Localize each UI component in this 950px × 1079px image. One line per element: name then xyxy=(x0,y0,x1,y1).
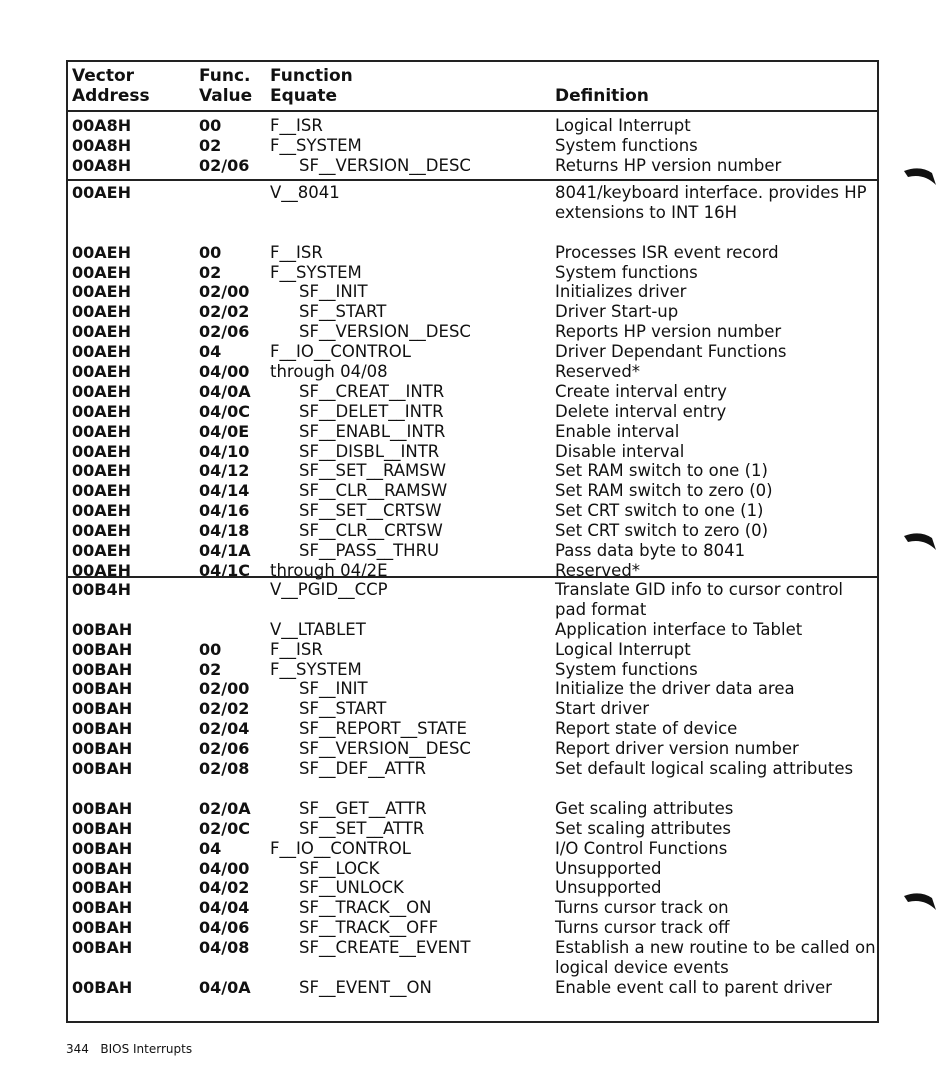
vector-address-cell: 00B4H xyxy=(72,580,131,599)
vector-address-cell: 00AEH xyxy=(72,481,131,501)
function-equate-cell: SF__SET__CRTSW xyxy=(299,501,442,521)
vector-address-cell: 00AEH xyxy=(72,362,131,382)
function-equate-cell: SF__VERSION__DESC xyxy=(299,739,471,759)
page-number: 344 xyxy=(66,1042,89,1056)
function-equate-cell: V__PGID__CCP xyxy=(270,580,388,599)
function-equate-cell: SF__VERSION__DESC xyxy=(299,155,471,175)
function-equate-cell: F__ISR xyxy=(270,639,323,659)
table-row xyxy=(68,938,877,978)
table-row xyxy=(68,342,877,362)
func-value-cell: 02 xyxy=(199,262,222,282)
func-value-cell: 04/16 xyxy=(199,501,250,521)
definition-cell: Processes ISR event record xyxy=(555,242,779,262)
vector-address-cell: 00BAH xyxy=(72,878,133,898)
vector-address-cell: 00BAH xyxy=(72,898,133,918)
function-equate-cell: F__ISR xyxy=(270,242,323,262)
func-value-cell: 04/08 xyxy=(199,938,250,958)
table-row xyxy=(68,116,877,136)
table-row xyxy=(68,461,877,481)
function-equate-cell: SF__DELET__INTR xyxy=(299,401,444,421)
definition-cell: Turns cursor track on xyxy=(555,898,729,918)
vector-address-cell: 00AEH xyxy=(72,183,131,202)
function-equate-cell: SF__UNLOCK xyxy=(299,878,404,898)
definition-cell: Logical Interrupt xyxy=(555,116,691,135)
vector-address-cell: 00BAH xyxy=(72,818,133,838)
vector-address-cell: 00AEH xyxy=(72,560,131,580)
table-row xyxy=(68,183,877,243)
func-value-cell: 04/12 xyxy=(199,461,250,481)
function-equate-cell: F__IO__CONTROL xyxy=(270,342,411,362)
func-value-cell: 04/0C xyxy=(199,401,250,421)
definition-cell: Application interface to Tablet xyxy=(555,619,803,639)
vector-address-cell: 00BAH xyxy=(72,699,133,719)
func-value-cell: 04 xyxy=(199,342,222,362)
table-row xyxy=(68,878,877,898)
table-row xyxy=(68,859,877,879)
vector-address-cell: 00BAH xyxy=(72,858,133,878)
table-row xyxy=(68,660,877,680)
func-value-cell: 02/08 xyxy=(199,759,250,779)
function-equate-cell: SF__START xyxy=(299,302,387,322)
vector-address-cell: 00AEH xyxy=(72,282,131,302)
func-value-cell: 02/06 xyxy=(199,322,250,342)
table-row xyxy=(68,978,877,1018)
header-vector-address: Vector Address xyxy=(72,66,150,106)
definition-cell: Set RAM switch to zero (0) xyxy=(555,481,773,501)
table-row xyxy=(68,541,877,561)
definition-cell: System functions xyxy=(555,135,698,155)
function-equate-cell: SF__CLR__CRTSW xyxy=(299,521,443,541)
func-value-cell: 00 xyxy=(199,116,222,135)
table-row xyxy=(68,699,877,719)
function-equate-cell: through 04/2E xyxy=(270,560,388,580)
vector-address-cell: 00BAH xyxy=(72,679,133,699)
page-section-title: BIOS Interrupts xyxy=(100,1042,193,1056)
definition-cell: Reports HP version number xyxy=(555,322,782,342)
func-value-cell: 04/00 xyxy=(199,858,250,878)
definition-cell: Initializes driver xyxy=(555,282,687,302)
table-row xyxy=(68,839,877,859)
definition-cell: Initialize the driver data area xyxy=(555,679,795,699)
table-row xyxy=(68,382,877,402)
vector-address-cell: 00AEH xyxy=(72,242,131,262)
vector-address-cell: 00BAH xyxy=(72,759,133,779)
table-row xyxy=(68,362,877,382)
table-row xyxy=(68,136,877,156)
func-value-cell: 02/00 xyxy=(199,679,250,699)
definition-cell: Set default logical scaling attributes xyxy=(555,759,854,779)
table-row xyxy=(68,759,877,799)
table-row xyxy=(68,282,877,302)
binding-mark-icon xyxy=(902,880,942,920)
func-value-cell: 02/04 xyxy=(199,719,250,739)
table-row xyxy=(68,918,877,938)
definition-cell: Set scaling attributes xyxy=(555,818,732,838)
header-definition: Definition xyxy=(555,86,649,106)
table-section xyxy=(68,576,877,1018)
table-row xyxy=(68,263,877,283)
func-value-cell: 04/0A xyxy=(199,381,251,401)
definition-cell: Set CRT switch to one (1) xyxy=(555,501,764,521)
definition-cell: Unsupported xyxy=(555,878,662,898)
definition-cell: Turns cursor track off xyxy=(555,918,730,938)
table-row xyxy=(68,156,877,176)
func-value-cell: 04/02 xyxy=(199,878,250,898)
function-equate-cell: SF__DISBL__INTR xyxy=(299,441,440,461)
header-function-equate: Function Equate xyxy=(270,66,353,106)
vector-address-cell: 00A8H xyxy=(72,116,132,135)
vector-address-cell: 00BAH xyxy=(72,977,133,997)
func-value-cell: 04/1C xyxy=(199,560,250,580)
function-equate-cell: SF__SET__ATTR xyxy=(299,818,425,838)
table-row xyxy=(68,422,877,442)
definition-cell: I/O Control Functions xyxy=(555,838,728,858)
vector-address-cell: 00BAH xyxy=(72,838,133,858)
vector-address-cell: 00AEH xyxy=(72,262,131,282)
func-value-cell: 04/10 xyxy=(199,441,250,461)
function-equate-cell: SF__LOCK xyxy=(299,858,380,878)
definition-cell: Enable event call to parent driver xyxy=(555,977,832,997)
func-value-cell: 02 xyxy=(199,135,222,155)
function-equate-cell: F__SYSTEM xyxy=(270,659,362,679)
func-value-cell: 00 xyxy=(199,242,222,262)
func-value-cell: 04/00 xyxy=(199,362,250,382)
func-value-cell: 02/02 xyxy=(199,699,250,719)
definition-cell: Translate GID info to cursor control pad format xyxy=(555,580,843,619)
table-row xyxy=(68,442,877,462)
definition-cell: Establish a new routine to be called on logical device events xyxy=(555,938,876,977)
func-value-cell: 04/0E xyxy=(199,421,250,441)
definition-cell: Reserved* xyxy=(555,362,641,382)
vector-address-cell: 00BAH xyxy=(72,918,133,938)
definition-cell: Get scaling attributes xyxy=(555,798,734,818)
vector-address-cell: 00AEH xyxy=(72,461,131,481)
function-equate-cell: SF__CLR__RAMSW xyxy=(299,481,448,501)
binding-mark-icon xyxy=(902,520,942,560)
func-value-cell: 00 xyxy=(199,639,222,659)
vector-address-cell: 00BAH xyxy=(72,719,133,739)
func-value-cell: 04/18 xyxy=(199,521,250,541)
vector-address-cell: 00A8H xyxy=(72,155,132,175)
table-row xyxy=(68,402,877,422)
func-value-cell: 02 xyxy=(199,659,222,679)
definition-cell: Returns HP version number xyxy=(555,155,782,175)
func-value-cell: 02/0C xyxy=(199,818,250,838)
vector-address-cell: 00BAH xyxy=(72,739,133,759)
function-equate-cell: SF__VERSION__DESC xyxy=(299,322,471,342)
func-value-cell: 04/1A xyxy=(199,541,251,561)
function-equate-cell: SF__GET__ATTR xyxy=(299,798,427,818)
vector-address-cell: 00BAH xyxy=(72,659,133,679)
table-header xyxy=(68,62,877,112)
table-row xyxy=(68,799,877,819)
function-equate-cell: V__8041 xyxy=(270,183,340,202)
function-equate-cell: F__IO__CONTROL xyxy=(270,838,411,858)
function-equate-cell: SF__CREATE__EVENT xyxy=(299,938,471,958)
table-row xyxy=(68,679,877,699)
table-row xyxy=(68,898,877,918)
vector-address-cell: 00AEH xyxy=(72,421,131,441)
definition-cell: Driver Dependant Functions xyxy=(555,342,787,362)
definition-cell: Report driver version number xyxy=(555,739,799,759)
definition-cell: System functions xyxy=(555,262,698,282)
vector-address-cell: 00AEH xyxy=(72,501,131,521)
function-equate-cell: SF__PASS__THRU xyxy=(299,541,440,561)
function-equate-cell: SF__INIT xyxy=(299,679,368,699)
definition-cell: Reserved* xyxy=(555,560,641,580)
table-row xyxy=(68,620,877,640)
vector-address-cell: 00BAH xyxy=(72,798,133,818)
definition-cell: Set RAM switch to one (1) xyxy=(555,461,768,481)
interrupt-table xyxy=(66,60,879,1023)
function-equate-cell: SF__TRACK__OFF xyxy=(299,918,439,938)
function-equate-cell: SF__DEF__ATTR xyxy=(299,759,426,779)
table-row xyxy=(68,819,877,839)
func-value-cell: 02/06 xyxy=(199,739,250,759)
function-equate-cell: F__SYSTEM xyxy=(270,135,362,155)
table-section xyxy=(68,112,877,176)
func-value-cell: 04/0A xyxy=(199,977,251,997)
func-value-cell: 02/00 xyxy=(199,282,250,302)
func-value-cell: 04 xyxy=(199,838,222,858)
func-value-cell: 02/06 xyxy=(199,155,250,175)
definition-cell: Unsupported xyxy=(555,858,662,878)
table-row xyxy=(68,521,877,541)
vector-address-cell: 00AEH xyxy=(72,401,131,421)
table-row xyxy=(68,580,877,620)
header-func-value: Func. Value xyxy=(199,66,253,106)
vector-address-cell: 00AEH xyxy=(72,342,131,362)
vector-address-cell: 00AEH xyxy=(72,441,131,461)
vector-address-cell: 00A8H xyxy=(72,135,132,155)
vector-address-cell: 00BAH xyxy=(72,619,133,639)
table-row xyxy=(68,640,877,660)
definition-cell: Report state of device xyxy=(555,719,738,739)
page-footer xyxy=(66,1042,192,1056)
function-equate-cell: SF__ENABL__INTR xyxy=(299,421,446,441)
table-row xyxy=(68,719,877,739)
definition-cell: Enable interval xyxy=(555,421,680,441)
table-row xyxy=(68,501,877,521)
definition-cell: Create interval entry xyxy=(555,381,727,401)
func-value-cell: 04/06 xyxy=(199,918,250,938)
table-row xyxy=(68,481,877,501)
function-equate-cell: SF__START xyxy=(299,699,387,719)
table-row xyxy=(68,739,877,759)
definition-cell: Logical Interrupt xyxy=(555,639,691,659)
function-equate-cell: SF__INIT xyxy=(299,282,368,302)
func-value-cell: 02/02 xyxy=(199,302,250,322)
function-equate-cell: SF__REPORT__STATE xyxy=(299,719,467,739)
table-section xyxy=(68,179,877,581)
function-equate-cell: V__LTABLET xyxy=(270,619,366,639)
definition-cell: Start driver xyxy=(555,699,650,719)
vector-address-cell: 00AEH xyxy=(72,322,131,342)
function-equate-cell: through 04/08 xyxy=(270,362,388,382)
table-row xyxy=(68,302,877,322)
table-row xyxy=(68,322,877,342)
function-equate-cell: SF__CREAT__INTR xyxy=(299,381,445,401)
definition-cell: Set CRT switch to zero (0) xyxy=(555,521,769,541)
function-equate-cell: F__SYSTEM xyxy=(270,262,362,282)
vector-address-cell: 00AEH xyxy=(72,302,131,322)
vector-address-cell: 00AEH xyxy=(72,521,131,541)
vector-address-cell: 00AEH xyxy=(72,541,131,561)
definition-cell: Delete interval entry xyxy=(555,401,727,421)
vector-address-cell: 00BAH xyxy=(72,938,133,958)
definition-cell: 8041/keyboard interface. provides HP extensions to INT 16H xyxy=(555,183,867,222)
vector-address-cell: 00AEH xyxy=(72,381,131,401)
definition-cell: Pass data byte to 8041 xyxy=(555,541,746,561)
func-value-cell: 04/04 xyxy=(199,898,250,918)
function-equate-cell: SF__EVENT__ON xyxy=(299,977,432,997)
definition-cell: Disable interval xyxy=(555,441,685,461)
func-value-cell: 04/14 xyxy=(199,481,250,501)
binding-mark-icon xyxy=(902,155,942,195)
definition-cell: System functions xyxy=(555,659,698,679)
table-row xyxy=(68,243,877,263)
function-equate-cell: F__ISR xyxy=(270,116,323,135)
function-equate-cell: SF__TRACK__ON xyxy=(299,898,432,918)
function-equate-cell: SF__SET__RAMSW xyxy=(299,461,447,481)
vector-address-cell: 00BAH xyxy=(72,639,133,659)
func-value-cell: 02/0A xyxy=(199,798,251,818)
definition-cell: Driver Start-up xyxy=(555,302,679,322)
